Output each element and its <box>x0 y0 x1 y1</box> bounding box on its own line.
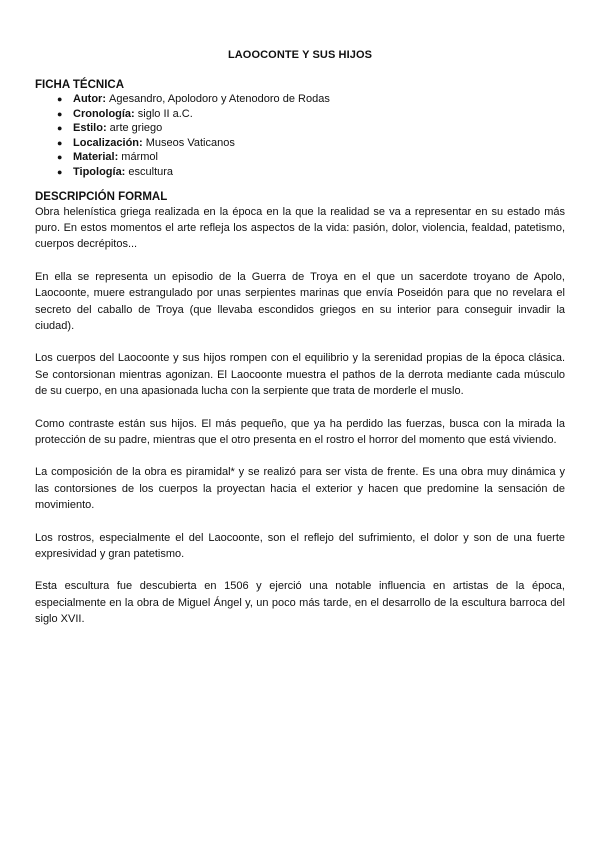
bullet-icon: ● <box>57 166 63 177</box>
paragraph-rostros: Los rostros, especialmente el del Laocoonte, son el reflejo del sufrimiento, el dolor y son de una fuerte expresividad y gran patetismo. <box>35 531 565 561</box>
document-title: LAOOCONTE Y SUS HIJOS <box>227 49 373 61</box>
ficha-tecnica-heading: FICHA TÉCNICA <box>35 79 125 91</box>
bullet-icon: ● <box>57 152 63 163</box>
ficha-value: Museos Vaticanos <box>145 136 235 149</box>
ficha-label: Localización: <box>73 136 146 149</box>
list-item-tipologia <box>35 165 565 180</box>
ficha-value: mármol <box>121 151 158 164</box>
list-item-cronologia <box>35 107 565 122</box>
descripcion-formal-heading: DESCRIPCIÓN FORMAL <box>35 190 168 203</box>
list-item-estilo <box>35 121 565 136</box>
ficha-label: Estilo: <box>73 122 110 135</box>
bullet-icon: ● <box>57 94 63 104</box>
bullet-icon: ● <box>57 123 63 134</box>
bullet-icon: ● <box>57 108 63 119</box>
paragraph-cuerpos: Los cuerpos del Laocoonte y sus hijos rompen con el equilibrio y la serenidad propias de la época clásica. Se contorsionan mientras agonizan. El Laocoonte muestra el pathos de la derrota mediante cada músculo de su cuerpo, en una apasionada lucha con la serpiente que trata de morderle el muslo. <box>35 352 565 398</box>
paragraph-hijos: Como contraste están sus hijos. El más pequeño, que ya ha perdido las fuerzas, busca con la mirada la protección de su padre, mientras que el otro presenta en el rostro el horror del momento que está viviendo. <box>35 417 565 447</box>
ficha-value: siglo II a.C. <box>137 107 193 120</box>
bullet-icon: ● <box>57 137 63 148</box>
ficha-label: Autor: <box>73 93 110 105</box>
ficha-label: Material: <box>73 151 122 164</box>
ficha-label: Cronología: <box>73 107 138 120</box>
ficha-tecnica-list <box>35 92 565 180</box>
ficha-value: escultura <box>128 165 174 178</box>
paragraph-descubrimiento: Esta escultura fue descubierta en 1506 y ejerció una notable influencia en artistas de la época, especialmente en la obra de Miguel Ángel y, un poco más tarde, en el desarrollo de la escultura barroca del siglo XVII. <box>35 580 565 626</box>
ficha-label: Tipología: <box>73 165 129 178</box>
list-item-material <box>35 150 565 165</box>
paragraph-intro: Obra helenística griega realizada en la época en la que la realidad se va a representar en su estado más puro. En estos momentos el arte refleja los aspectos de la vida: pasión, dolor, violencia, fealdad, patetismo, cuerpos decrépitos... <box>35 205 565 251</box>
paragraph-episodio: En ella se representa un episodio de la Guerra de Troya en el que un sacerdote troyano de Apolo, Laocoonte, muere estrangulado por unas serpientes marinas que envía Poseidón para que no revelara el secreto del caballo de Troya (que llevaba escondidos griegos en su interior para conseguir invadir la ciudad). <box>35 270 565 332</box>
list-item-autor <box>35 92 565 107</box>
list-item-localizacion <box>35 136 565 151</box>
paragraph-composicion: La composición de la obra es piramidal* y se realizó para ser vista de frente. Es una obra muy dinámica y las contorsiones de los cuerpos la proyectan hacia el exterior y hacen que predomine la sensación de movimiento. <box>35 466 565 512</box>
ficha-value: arte griego <box>109 122 163 135</box>
ficha-value: Agesandro, Apolodoro y Atenodoro de Rodas <box>109 93 330 105</box>
